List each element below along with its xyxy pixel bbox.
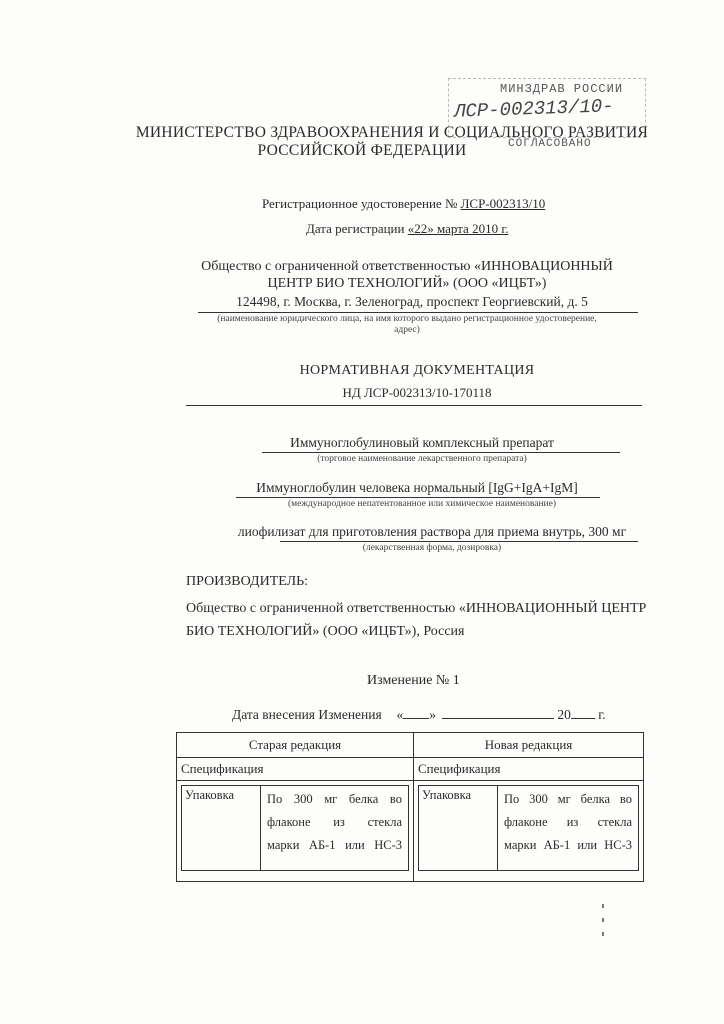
change-date-month-blank [442, 706, 554, 719]
change-date-open: « [396, 707, 404, 722]
old-pack-line: По 300 мг белка во [267, 792, 402, 806]
company-name-line-1: Общество с ограниченной ответственностью «ИННОВАЦИОННЫЙ [201, 259, 613, 274]
company-address: 124498, г. Москва, г. Зеленоград, проспект Георгиевский, д. 5 [236, 294, 588, 309]
new-pack-line: По 300 мг белка во [504, 792, 632, 806]
manufacturer-line-2: БИО ТЕХНОЛОГИЙ» (ООО «ИЦБТ»), Россия [186, 624, 465, 639]
new-spec-label: Спецификация [414, 758, 644, 781]
table-content-row [177, 781, 644, 882]
scan-mark [602, 932, 604, 936]
new-edition-header: Новая редакция [414, 733, 644, 758]
scan-mark [602, 904, 604, 908]
stamp-line-1: МИНЗДРАВ РОССИИ [500, 82, 624, 96]
inn-caption: (международное непатентованное или химическое наименование) [287, 499, 557, 509]
company-caption-line-2: адрес) [394, 325, 420, 335]
scan-mark [602, 918, 604, 922]
changes-table [176, 732, 644, 882]
old-content-cell [177, 781, 414, 882]
inn-name: Иммуноглобулин человека нормальный [IgG+IgA+IgM] [256, 480, 578, 495]
manufacturer-heading: ПРОИЗВОДИТЕЛЬ: [186, 574, 309, 589]
stamp-line-3: СОГЛАСОВАНО [508, 138, 592, 150]
company-underline [198, 312, 638, 313]
old-pack-label: Упаковка [182, 786, 261, 871]
normative-underline [186, 405, 642, 406]
new-pack-label: Упаковка [419, 786, 498, 871]
change-title: Изменение № 1 [367, 673, 460, 688]
stamp-line-2: ЛСР-002313/10- [453, 95, 614, 123]
trade-name: Иммуноглобулиновый комплексный препарат [290, 435, 554, 450]
table-header-row [177, 733, 644, 758]
change-date-day-blank [403, 706, 429, 719]
new-pack-line: флаконе из стекла [504, 815, 632, 829]
certificate-number: ЛСР-002313/10 [460, 196, 546, 211]
change-date-close: » [429, 707, 436, 722]
change-date-year-blank [571, 706, 595, 719]
change-date-year-suffix: г. [598, 707, 606, 722]
date-value: «22» марта 2010 г. [407, 221, 509, 236]
old-spec-label: Спецификация [177, 758, 414, 781]
new-pack-line: марки АБ-1 или НС-3 [504, 838, 632, 852]
change-date-year-prefix: 20 [557, 707, 571, 722]
change-date-row [232, 706, 606, 723]
new-content-cell [414, 781, 644, 882]
date-label: Дата регистрации [306, 221, 405, 236]
manufacturer-line-1: Общество с ограниченной ответственностью «ИННОВАЦИОННЫЙ ЦЕНТР [186, 601, 647, 616]
new-pack-table [418, 785, 639, 871]
normative-title: НОРМАТИВНАЯ ДОКУМЕНТАЦИЯ [299, 363, 535, 378]
dosage-form-underline [280, 541, 638, 542]
ministry-line-1: МИНИСТЕРСТВО ЗДРАВООХРАНЕНИЯ И СОЦИАЛЬНОГО РАЗВИТИЯ [135, 124, 649, 141]
old-edition-header: Старая редакция [177, 733, 414, 758]
registration-date [306, 221, 508, 237]
old-pack-table [181, 785, 409, 871]
dosage-form-caption: (лекарственная форма, дозировка) [362, 543, 502, 553]
ministry-line-2: РОССИЙСКОЙ ФЕДЕРАЦИИ [257, 142, 467, 159]
old-pack-desc [261, 786, 409, 871]
trade-name-caption: (торговое наименование лекарственного препарата) [317, 454, 527, 464]
trade-name-underline [262, 452, 620, 453]
normative-number: НД ЛСР-002313/10-170118 [342, 385, 492, 400]
dosage-form: лиофилизат для приготовления раствора для приема внутрь, 300 мг [237, 524, 627, 539]
table-spec-row [177, 758, 644, 781]
certificate-label: Регистрационное удостоверение № [262, 196, 458, 211]
registration-certificate [262, 196, 545, 212]
new-pack-desc [498, 786, 639, 871]
company-name-line-2: ЦЕНТР БИО ТЕХНОЛОГИЙ» (ООО «ИЦБТ») [267, 276, 547, 291]
company-caption-line-1: (наименование юридического лица, на имя которого выдано регистрационное удостоверение, [217, 314, 597, 324]
old-pack-line: марки АБ-1 или НС-3 [267, 838, 402, 852]
inn-underline [236, 497, 600, 498]
change-date-label: Дата внесения Изменения [232, 707, 382, 722]
old-pack-line: флаконе из стекла [267, 815, 402, 829]
